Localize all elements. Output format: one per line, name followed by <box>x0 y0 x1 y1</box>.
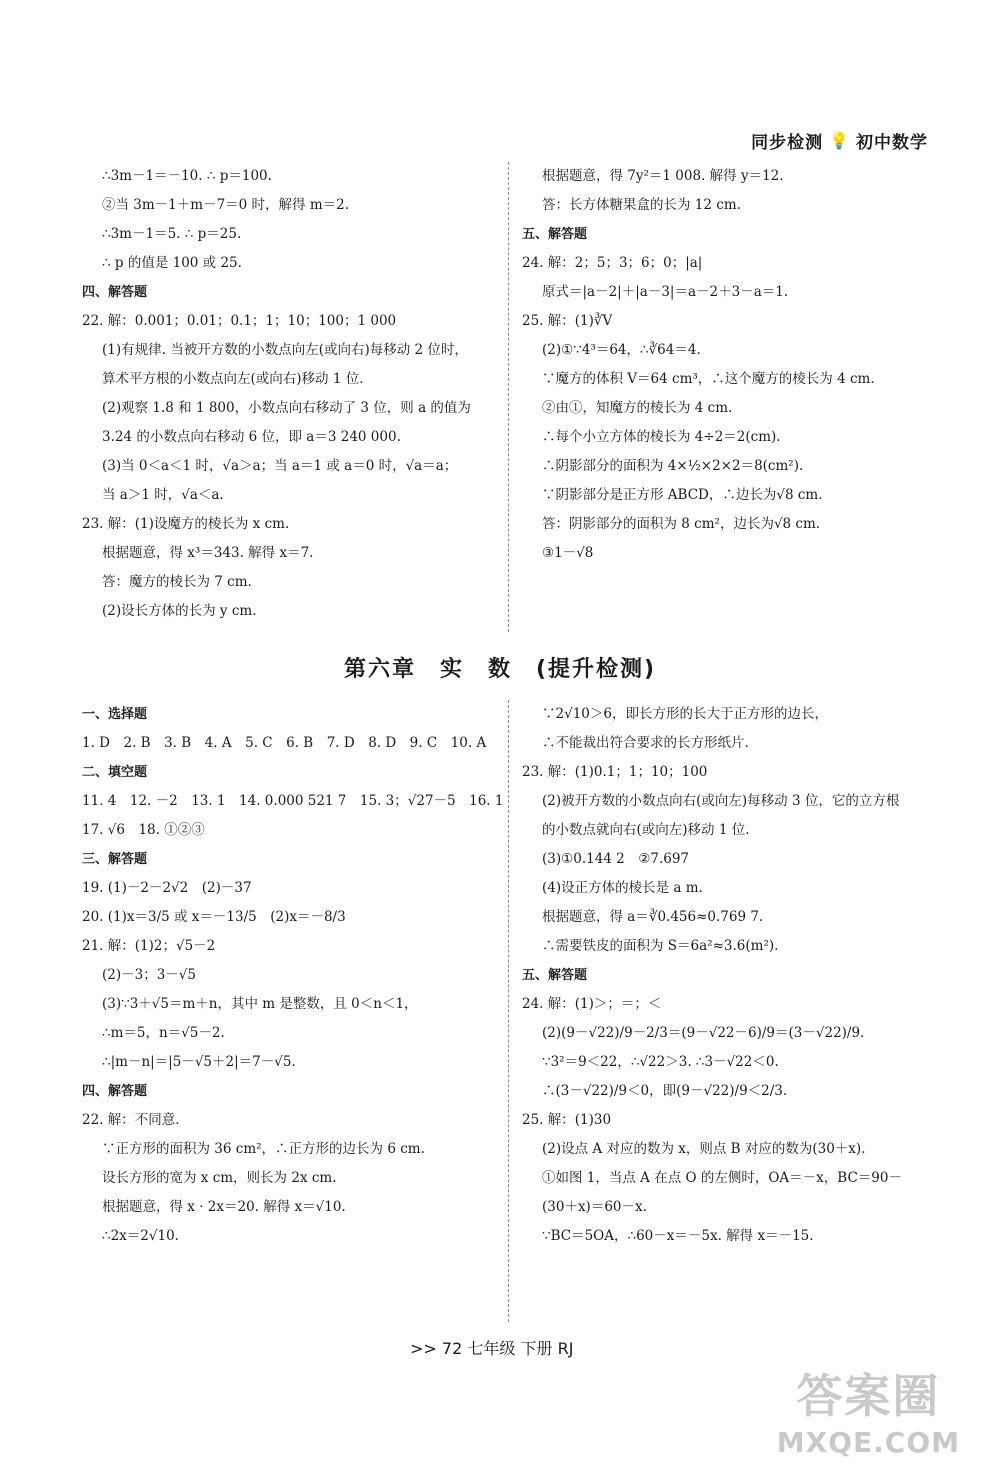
answer-line: 根据题意，得 x³＝343. 解得 x＝7. <box>102 545 314 561</box>
answer-line: ∵阴影部分是正方形 ABCD，∴边长为√8 cm. <box>542 487 823 503</box>
answer-line: ∵3²＝9＜22，∴√22＞3. ∴3－√22＜0. <box>542 1054 779 1070</box>
answer-line: ②由①，知魔方的棱长为 4 cm. <box>542 400 733 416</box>
answer-line: ∵BC＝5OA，∴60－x＝－5x. 解得 x＝－15. <box>542 1228 814 1244</box>
answer-line: 的小数点就向右(或向左)移动 1 位. <box>542 822 750 838</box>
answer-line: ∴ p 的值是 100 或 25. <box>102 255 242 271</box>
answer-line: 23. 解：(1)设魔方的棱长为 x cm. <box>82 516 290 532</box>
footer-arrows: >> <box>410 1339 437 1358</box>
answer-line: 根据题意，得 7y²＝1 008. 解得 y＝12. <box>542 168 784 184</box>
page-footer <box>410 1336 573 1359</box>
answer-line: (3)∵3＋√5＝m＋n，其中 m 是整数，且 0＜n＜1， <box>102 996 418 1012</box>
answer-line: 23. 解：(1)0.1；1；10；100 <box>522 764 708 780</box>
answer-line: (3)①0.144 2 ②7.697 <box>542 851 690 867</box>
answer-line: ∴|m－n|＝|5－√5＋2|＝7－√5. <box>102 1054 296 1070</box>
answer-line: 答：魔方的棱长为 7 cm. <box>102 574 252 590</box>
footer-edition: RJ <box>557 1339 574 1358</box>
answer-line: 设长方形的宽为 x cm，则长为 2x cm. <box>102 1170 337 1186</box>
answer-line: 原式＝|a－2|＋|a－3|＝a－2＋3－a＝1. <box>542 284 789 300</box>
answer-line: 21. 解：(1)2；√5－2 <box>82 938 216 954</box>
answer-line: 17. √6 18. ①②③ <box>82 822 205 838</box>
answers-bottom-left-column <box>82 700 504 1251</box>
answer-line: ∴需要铁皮的面积为 S＝6a²≈3.6(m²). <box>542 938 779 954</box>
answer-line: ∵正方形的面积为 36 cm²，∴正方形的边长为 6 cm. <box>102 1141 425 1157</box>
column-divider-bottom <box>508 700 509 1322</box>
answer-line: 算术平方根的小数点向左(或向右)移动 1 位. <box>102 371 364 387</box>
answer-line: ∴2x＝2√10. <box>102 1228 179 1244</box>
answer-line: 22. 解：0.001；0.01；0.1；1；10；100；1 000 <box>82 313 397 329</box>
answer-line: (2)观察 1.8 和 1 800，小数点向右移动了 3 位，则 a 的值为 <box>102 400 471 416</box>
section-heading: 四、解答题 <box>82 285 148 300</box>
answer-line: (1)有规律. 当被开方数的小数点向左(或向右)每移动 2 位时， <box>102 342 468 358</box>
header-series-title: 同步检测 <box>751 133 824 153</box>
footer-grade: 七年级 <box>467 1339 516 1358</box>
answer-line: ∴阴影部分的面积为 4×½×2×2＝8(cm²). <box>542 458 804 474</box>
answer-line: (2)(9－√22)/9－2/3＝(9－√22－6)/9＝(3－√22)/9. <box>542 1025 865 1041</box>
watermark-logo <box>777 1360 960 1459</box>
section-heading: 一、选择题 <box>82 707 148 722</box>
lightbulb-icon: 💡 <box>829 131 850 150</box>
watermark-url: MXQE.COM <box>776 1426 960 1459</box>
answer-line: (2)设长方体的长为 y cm. <box>102 603 257 619</box>
answer-line: ∴每个小立方体的棱长为 4÷2＝2(cm). <box>542 429 781 445</box>
answer-line: 答：阴影部分的面积为 8 cm²，边长为√8 cm. <box>542 516 821 532</box>
answer-line: ∴3m－1＝5. ∴ p＝25. <box>102 226 242 242</box>
answer-line: 3.24 的小数点向右移动 6 位，即 a＝3 240 000. <box>102 429 401 445</box>
column-divider-top <box>508 162 509 632</box>
answers-top-right-column <box>522 162 942 568</box>
answer-line: 24. 解：2；5；3；6；0；|a| <box>522 255 703 271</box>
answer-line: (4)设正方体的棱长是 a m. <box>542 880 703 896</box>
answer-line: ∴3m－1＝－10. ∴ p＝100. <box>102 168 272 184</box>
section-heading: 二、填空题 <box>82 765 148 780</box>
answer-line: ∴不能裁出符合要求的长方形纸片. <box>542 735 749 751</box>
answer-line: ∵魔方的体积 V＝64 cm³，∴这个魔方的棱长为 4 cm. <box>542 371 875 387</box>
answer-line: 19. (1)－2－2√2 (2)－37 <box>82 880 252 896</box>
header-subject: 初中数学 <box>856 133 928 153</box>
answers-top-left-column <box>82 162 492 626</box>
answers-bottom-right-column <box>522 700 942 1251</box>
section-heading: 四、解答题 <box>82 1084 148 1099</box>
answer-line: (30＋x)＝60－x. <box>542 1199 647 1215</box>
answer-line: 当 a＞1 时，√a＜a. <box>102 487 224 503</box>
answer-line: (2)－3；3－√5 <box>102 967 196 983</box>
answer-line: ③1－√8 <box>542 545 594 561</box>
answer-line: (2)被开方数的小数点向右(或向左)每移动 3 位，它的立方根 <box>542 793 900 809</box>
answer-line: 答：长方体糖果盒的长为 12 cm. <box>542 197 741 213</box>
answer-line: ∵2√10＞6，即长方形的长大于正方形的边长， <box>542 706 828 722</box>
answer-line: 1. D 2. B 3. B 4. A 5. C 6. B 7. D 8. D 9. C 10. A <box>82 735 487 751</box>
chapter-title: 第六章 实 数 (提升检测) <box>343 657 657 682</box>
page-number: 72 <box>441 1339 463 1358</box>
answer-line: 22. 解：不同意. <box>82 1112 180 1128</box>
section-heading: 五、解答题 <box>522 968 588 983</box>
answer-line: (3)当 0＜a＜1 时，√a＞a；当 a＝1 或 a＝0 时，√a＝a； <box>102 458 458 474</box>
section-heading: 三、解答题 <box>82 852 148 867</box>
answer-line: 根据题意，得 a＝∛0.456≈0.769 7. <box>542 909 764 925</box>
footer-volume: 下册 <box>520 1339 553 1358</box>
answer-line: ②当 3m－1＋m－7＝0 时，解得 m＝2. <box>102 197 350 213</box>
page-header <box>751 128 928 153</box>
section-heading: 五、解答题 <box>522 227 588 242</box>
answer-line: 24. 解：(1)＞；＝；＜ <box>522 996 662 1012</box>
answer-line: (2)①∵4³＝64，∴∛64＝4. <box>542 342 701 358</box>
answer-line: ∴(3－√22)/9＜0，即(9－√22)/9＜2/3. <box>542 1083 788 1099</box>
answer-line: 20. (1)x＝3/5 或 x＝－13/5 (2)x＝－8/3 <box>82 909 346 925</box>
answer-line: 25. 解：(1)30 <box>522 1112 612 1128</box>
answer-line: 25. 解：(1)∛V <box>522 313 613 329</box>
answer-line: ①如图 1，当点 A 在点 O 的左侧时，OA＝－x，BC＝90－ <box>542 1170 902 1186</box>
answer-line: ∴m＝5，n＝√5－2. <box>102 1025 225 1041</box>
answer-line: (2)设点 A 对应的数为 x，则点 B 对应的数为(30＋x). <box>542 1141 866 1157</box>
watermark-title: 答案圈 <box>796 1369 941 1423</box>
answer-line: 11. 4 12. －2 13. 1 14. 0.000 521 7 15. 3；√27－5 16. 1 <box>82 793 504 809</box>
answer-line: 根据题意，得 x · 2x＝20. 解得 x＝√10. <box>102 1199 346 1215</box>
